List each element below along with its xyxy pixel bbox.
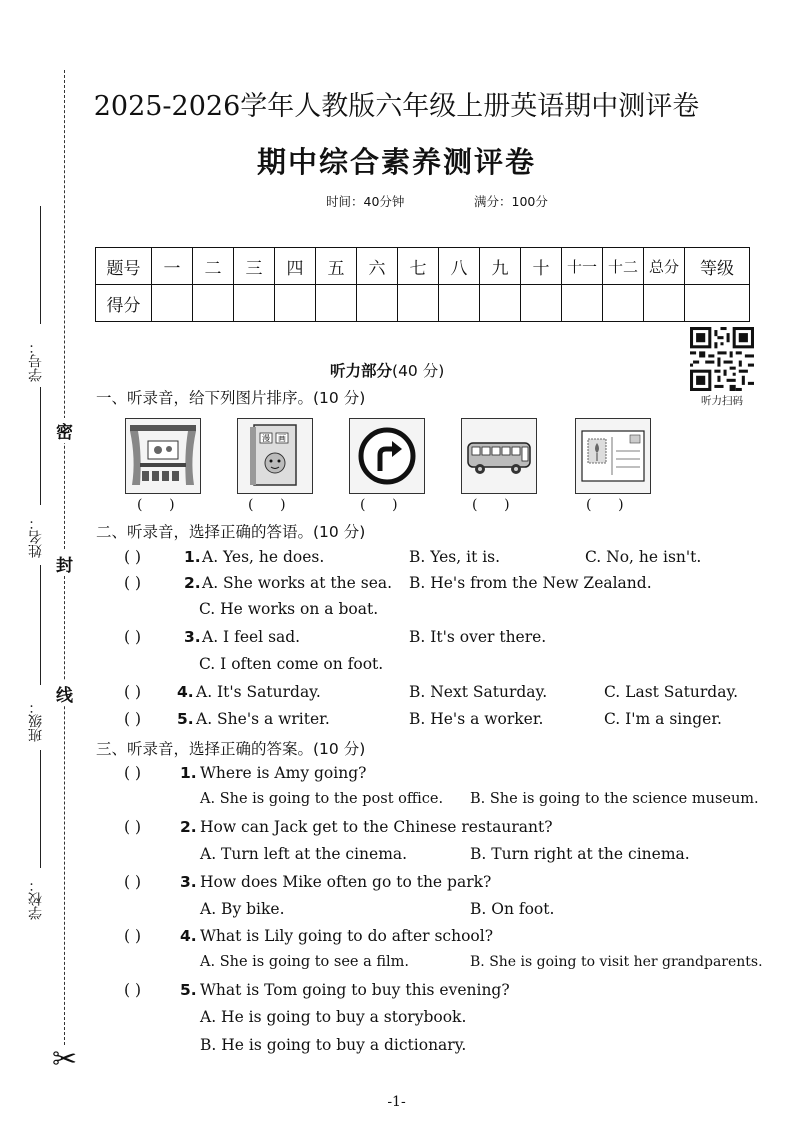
score-cell[interactable]: [685, 285, 750, 322]
comic-char-1: 漫: [262, 434, 270, 443]
name-blank[interactable]: [40, 387, 41, 505]
score-table-col: 九: [480, 248, 521, 285]
part3-q3-option-b: B. On foot.: [470, 900, 555, 918]
score-cell[interactable]: [152, 285, 193, 322]
part2-q3-number: 3.: [184, 628, 201, 646]
part3-q4-paren[interactable]: ( ): [124, 927, 142, 945]
part2-q3-paren[interactable]: ( ): [124, 628, 142, 646]
listening-section-title: [330, 359, 444, 381]
part3-q5-option-b: B. He is going to buy a dictionary.: [200, 1036, 467, 1054]
score-table-row-label: 题号: [96, 248, 152, 285]
score-table-col: 十一: [562, 248, 603, 285]
score-cell[interactable]: [521, 285, 562, 322]
part3-q3-paren[interactable]: ( ): [124, 873, 142, 891]
comic-char-2: 画: [278, 434, 286, 443]
score-table-col: 四: [275, 248, 316, 285]
score-cell[interactable]: [398, 285, 439, 322]
student-number-label: 学号：: [28, 340, 44, 382]
part3-heading: 三、听录音，选择正确的答案。(10 分): [96, 740, 366, 758]
part3-q2-paren[interactable]: ( ): [124, 818, 142, 836]
score-cell[interactable]: [644, 285, 685, 322]
picture-answer-paren[interactable]: ( ): [248, 497, 286, 513]
score-table-col: 一: [152, 248, 193, 285]
part2-q3-option-b: B. It's over there.: [409, 628, 547, 646]
part3-q3-question: How does Mike often go to the park?: [200, 873, 492, 891]
score-table-col: 十: [521, 248, 562, 285]
score-table-row-label: 得分: [96, 285, 152, 322]
score-cell[interactable]: [193, 285, 234, 322]
exam-time: 时间：40分钟: [326, 194, 405, 209]
part3-q1-number: 1.: [180, 764, 197, 782]
part2-q4-number: 4.: [177, 683, 194, 701]
part2-heading: 二、听录音，选择正确的答语。(10 分): [96, 523, 366, 541]
part3-q5-option-a: A. He is going to buy a storybook.: [200, 1008, 467, 1026]
score-table-col: 五: [316, 248, 357, 285]
part3-q2-option-b: B. Turn right at the cinema.: [470, 845, 690, 863]
score-table-col: 等级: [685, 248, 750, 285]
part2-q1-paren[interactable]: ( ): [124, 548, 142, 566]
part2-q4-option-c: C. Last Saturday.: [604, 683, 739, 701]
comic-book-picture: [237, 418, 313, 494]
part3-q1-question: Where is Amy going?: [200, 764, 367, 782]
part3-q3-number: 3.: [180, 873, 197, 891]
qr-code-icon[interactable]: [690, 327, 754, 391]
part3-q1-option-a: A. She is going to the post office.: [200, 791, 444, 807]
score-cell[interactable]: [562, 285, 603, 322]
turn-right-sign-picture: [349, 418, 425, 494]
part2-q3-option-c: C. I often come on foot.: [199, 655, 384, 673]
part2-q1-option-c: C. No, he isn't.: [585, 548, 702, 566]
picture-answer-paren[interactable]: ( ): [137, 497, 175, 513]
score-table-col: 二: [193, 248, 234, 285]
score-table-col: 七: [398, 248, 439, 285]
document-title: 2025-2026学年人教版六年级上册英语期中测评卷: [93, 91, 700, 122]
part2-q1-option-b: B. Yes, it is.: [409, 548, 501, 566]
seal-char-feng: 封: [56, 551, 73, 576]
part2-q2-number: 2.: [184, 574, 201, 592]
score-table-col: 八: [439, 248, 480, 285]
part2-q4-option-a: A. It's Saturday.: [196, 683, 321, 701]
part3-q1-paren[interactable]: ( ): [124, 764, 142, 782]
score-table-col: 三: [234, 248, 275, 285]
scissors-icon: ✂: [52, 1042, 78, 1077]
page-number: -1-: [387, 1094, 406, 1110]
score-cell[interactable]: [357, 285, 398, 322]
name-label: 姓名：: [28, 516, 44, 558]
part2-q5-option-a: A. She's a writer.: [196, 710, 330, 728]
part3-q5-paren[interactable]: ( ): [124, 981, 142, 999]
part3-q4-option-a: A. She is going to see a film.: [200, 954, 410, 970]
score-table-col: 六: [357, 248, 398, 285]
part2-q5-option-c: C. I'm a singer.: [604, 710, 722, 728]
qr-code-label: 听力扫码: [701, 395, 743, 407]
score-cell[interactable]: [275, 285, 316, 322]
part2-q5-option-b: B. He's a worker.: [409, 710, 544, 728]
part2-q2-paren[interactable]: ( ): [124, 574, 142, 592]
class-blank[interactable]: [40, 565, 41, 685]
exam-subtitle: 期中综合素养测评卷: [256, 145, 536, 179]
part3-q4-number: 4.: [180, 927, 197, 945]
score-table-header-row: [96, 248, 750, 285]
part3-q4-question: What is Lily going to do after school?: [200, 927, 494, 945]
part3-q3-option-a: A. By bike.: [200, 900, 285, 918]
part3-q2-number: 2.: [180, 818, 197, 836]
part1-heading: 一、听录音，给下列图片排序。(10 分): [96, 389, 366, 407]
picture-answer-paren[interactable]: ( ): [586, 497, 624, 513]
part2-q1-option-a: A. Yes, he does.: [202, 548, 325, 566]
exam-full-score: 满分：100分: [474, 194, 548, 209]
school-label: 学校：: [28, 878, 44, 920]
part2-q1-number: 1.: [184, 548, 201, 566]
bus-picture: [461, 418, 537, 494]
part3-q2-option-a: A. Turn left at the cinema.: [200, 845, 408, 863]
listening-title: 听力部分: [330, 362, 393, 380]
part2-q3-option-a: A. I feel sad.: [202, 628, 301, 646]
part2-q2-option-c: C. He works on a boat.: [199, 600, 379, 618]
score-cell[interactable]: [439, 285, 480, 322]
score-cell[interactable]: [603, 285, 644, 322]
score-cell[interactable]: [480, 285, 521, 322]
score-table-col: 总分: [644, 248, 685, 285]
score-table-col: 十二: [603, 248, 644, 285]
class-label: 班级：: [28, 700, 44, 742]
part2-q4-option-b: B. Next Saturday.: [409, 683, 548, 701]
part3-q2-question: How can Jack get to the Chinese restaurant?: [200, 818, 553, 836]
school-blank[interactable]: [40, 750, 41, 868]
part2-q5-number: 5.: [177, 710, 194, 728]
part2-q2-option-b: B. He's from the New Zealand.: [409, 574, 652, 592]
part2-q4-paren[interactable]: ( ): [124, 683, 142, 701]
part3-q5-number: 5.: [180, 981, 197, 999]
listening-points: (40 分): [392, 362, 445, 380]
part3-q5-question: What is Tom going to buy this evening?: [200, 981, 510, 999]
theater-picture: [125, 418, 201, 494]
score-cell[interactable]: [234, 285, 275, 322]
part2-q5-paren[interactable]: ( ): [124, 710, 142, 728]
picture-answer-paren[interactable]: ( ): [472, 497, 510, 513]
part2-q2-option-a: A. She works at the sea.: [202, 574, 393, 592]
student-number-blank[interactable]: [40, 206, 41, 324]
seal-char-xian: 线: [56, 681, 73, 706]
score-table-score-row: [96, 285, 750, 322]
picture-answer-paren[interactable]: ( ): [360, 497, 398, 513]
score-cell[interactable]: [316, 285, 357, 322]
score-table: [95, 247, 750, 322]
part3-q4-option-b: B. She is going to visit her grandparents.: [470, 954, 763, 970]
part3-q1-option-b: B. She is going to the science museum.: [470, 791, 759, 807]
postcard-picture: [575, 418, 651, 494]
seal-char-mi: 密: [56, 418, 73, 443]
